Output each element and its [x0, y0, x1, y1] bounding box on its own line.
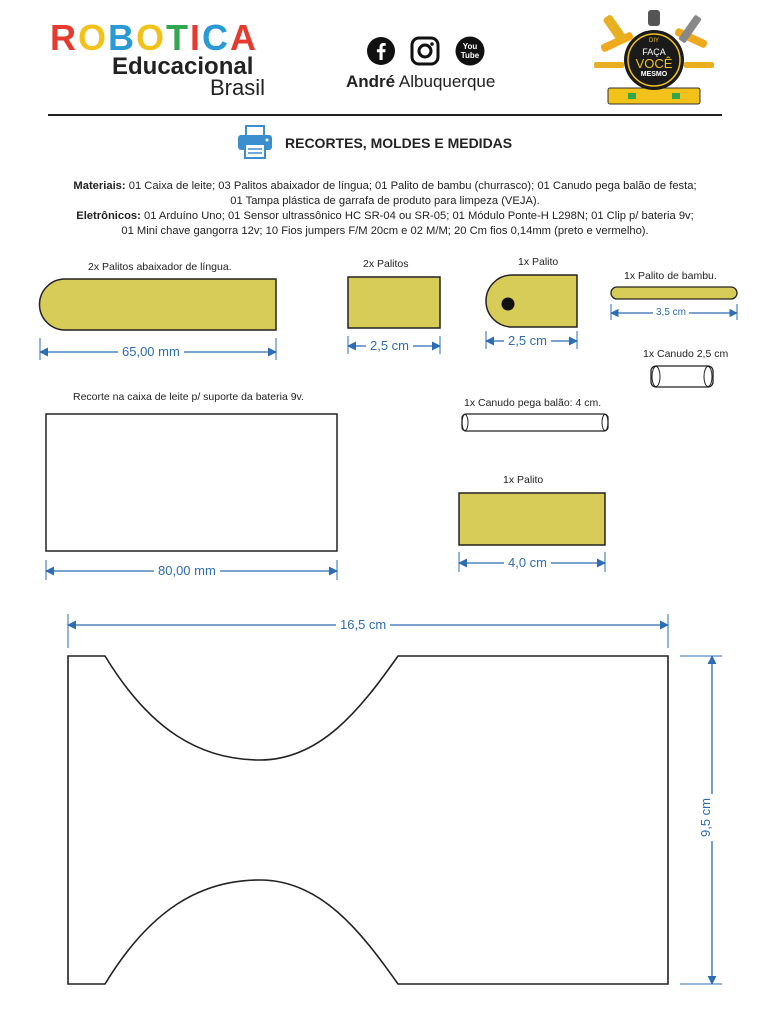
- caption-milk-carton-cutout: Recorte na caixa de leite p/ suporte da bateria 9v.: [73, 391, 304, 403]
- logo-letter: C: [202, 17, 231, 58]
- youtube-text-tube: Tube: [460, 51, 480, 60]
- caption-bamboo-stick: 1x Palito de bambu.: [624, 270, 717, 282]
- badge-mesmo: MESMO: [640, 71, 668, 78]
- author-last-name: Albuquerque: [398, 72, 496, 91]
- electronics-label: Eletrônicos:: [76, 210, 141, 222]
- caption-balloon-straw: 1x Canudo pega balão: 4 cm.: [464, 397, 602, 409]
- balloon-straw-shape: [462, 414, 608, 431]
- materials-text: 01 Caixa de leite; 03 Palitos abaixador de língua; 01 Palito de bambu (churrasco); 01 Canudo pega balão de festa;: [125, 180, 697, 192]
- logo-letter: I: [190, 17, 203, 58]
- logo-letter: O: [136, 17, 167, 58]
- bamboo-stick-shape: [611, 287, 737, 299]
- logo-letter: B: [108, 17, 137, 58]
- youtube-text-you: You: [462, 42, 478, 51]
- stick-4cm-shape: [459, 493, 605, 545]
- dim-label-hole-stick: 2,5 cm: [504, 333, 551, 348]
- badge-faca: FAÇA: [642, 47, 666, 57]
- dim-label-2x-stick: 2,5 cm: [366, 338, 413, 353]
- badge-diy: DIY: [648, 38, 659, 44]
- author-first-name: André: [346, 72, 396, 91]
- base-template-shape: [68, 656, 668, 984]
- dim-label-bamboo: 3,5 cm: [653, 307, 689, 318]
- caption-small-straw: 1x Canudo 2,5 cm: [643, 348, 729, 360]
- caption-tongue-depressors: 2x Palitos abaixador de língua.: [88, 261, 232, 273]
- dim-label-4cm: 4,0 cm: [504, 555, 551, 570]
- badge-voce: VOCÊ: [635, 56, 673, 71]
- logo-letter: T: [166, 17, 191, 58]
- section-title: RECORTES, MOLDES E MEDIDAS: [285, 135, 513, 151]
- materials-line-2: 01 Tampa plástica de garrafa de produto para limpeza (VEJA).: [230, 195, 540, 207]
- dim-label-80mm: 80,00 mm: [154, 563, 220, 578]
- logo-letter: A: [230, 17, 259, 58]
- logo-brasil: Brasil: [210, 75, 266, 100]
- electronics-line-2: 01 Mini chave gangorra 12v; 10 Fios jumpers F/M 20cm e 02 M/M; 20 Cm fios 0,14mm (preto e vermelho).: [121, 225, 649, 237]
- caption-sticks-2x: 2x Palitos: [363, 258, 409, 270]
- caption-stick-4cm: 1x Palito: [503, 474, 544, 486]
- dim-label-base-height: 9,5 cm: [698, 794, 713, 841]
- dim-label-base-width: 16,5 cm: [336, 617, 390, 632]
- logo-educacional: Educacional: [112, 53, 254, 80]
- electronics-text: 01 Arduíno Uno; 01 Sensor ultrassônico HC SR-04 ou SR-05; 01 Módulo Ponte-H L298N; 01 Clip p/ bateria 9v;: [140, 210, 694, 222]
- logo-letter: R: [50, 17, 78, 58]
- stick-hole: [502, 298, 515, 311]
- milk-carton-cutout-shape: [46, 414, 337, 551]
- tongue-depressor-shape: [40, 279, 277, 330]
- stick-hole-shape: [486, 275, 577, 327]
- dim-label-65mm: 65,00 mm: [118, 344, 184, 359]
- materials-label: Materiais:: [73, 180, 126, 192]
- caption-stick-hole: 1x Palito: [518, 256, 559, 268]
- stick-2x-shape: [348, 277, 440, 328]
- logo-letter: O: [78, 17, 109, 58]
